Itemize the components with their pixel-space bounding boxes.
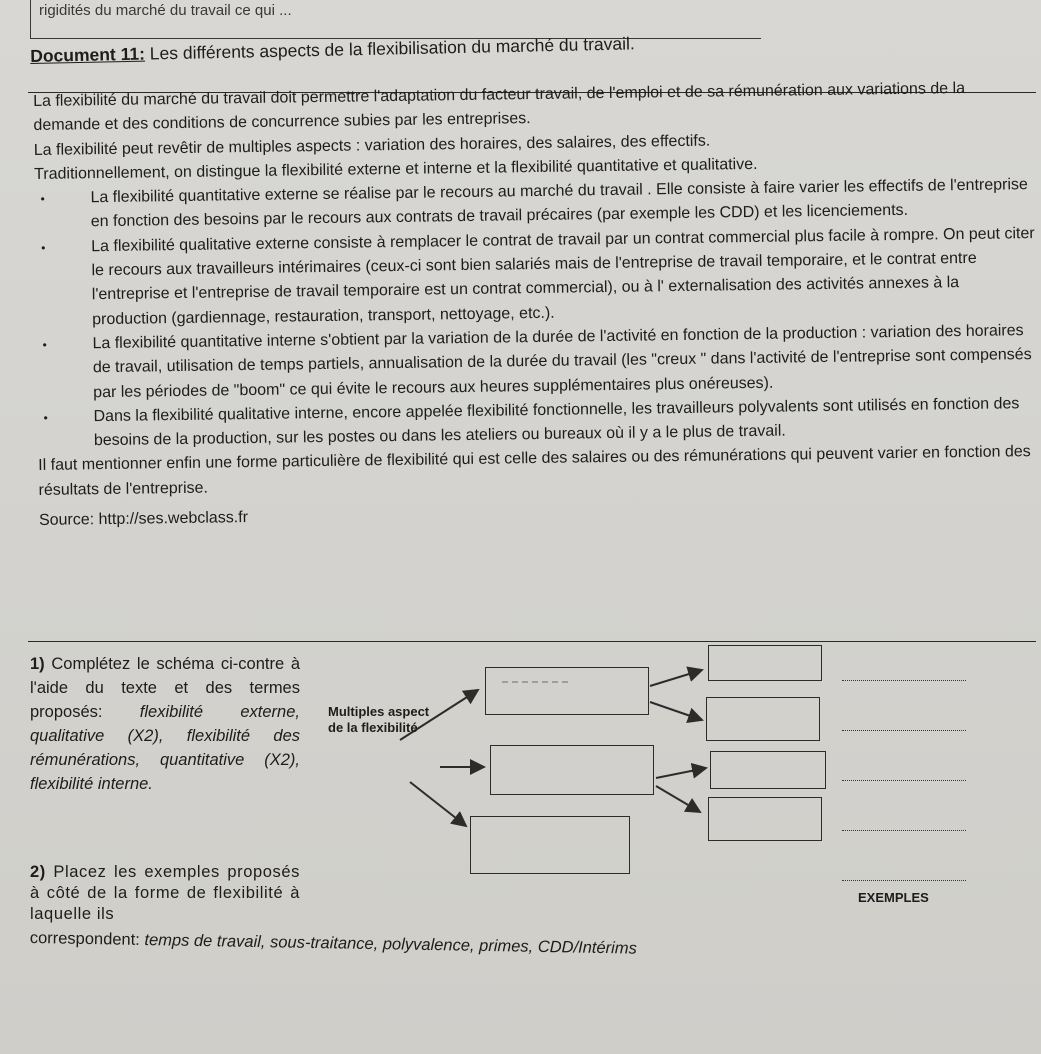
- arrow-top-to-sub-1: [650, 670, 702, 686]
- question-2-examples: temps de travail, sous-traitance, polyvalence, primes, CDD/Intérims: [144, 931, 637, 958]
- paragraph-aspects: La flexibilité peut revêtir de multiples aspects : variation des horaires, des salaires, des effectifs.: [33, 132, 711, 159]
- bullet-item: • La flexibilité quantitative interne s'obtient par la variation de la durée de l'activité en fonction de la production : variation des horaires de travail, utilisation de temps partiels, annualisation de la durée du travail (les "creux " dans l'activité de l'entreprise sont compensés par les périodes de "boom" ce qui évite le recours aux heures supplémentaires plus onéreuses).: [42, 322, 1032, 401]
- bullet-icon: •: [41, 240, 46, 255]
- answer-box-bottom[interactable]: [470, 816, 630, 874]
- question-1-number: 1): [30, 655, 45, 673]
- arrow-to-bottom-box: [410, 782, 466, 826]
- bullet-icon: •: [40, 192, 45, 207]
- question-2-tail: correspondent:: [29, 928, 141, 949]
- previous-document-text: rigidités du marché du travail ce qui ...: [39, 2, 292, 19]
- answer-subbox-1[interactable]: [708, 645, 822, 681]
- arrow-middle-to-sub-3: [656, 768, 706, 778]
- document-number: Document 11:: [30, 43, 146, 66]
- paragraph-distinction: Traditionnellement, on distingue la flexibilité externe et interne et la flexibilité quantitative et qualitative.: [34, 155, 758, 183]
- examples-label: EXEMPLES: [858, 890, 929, 905]
- question-2-number: 2): [30, 863, 46, 881]
- arrow-middle-to-sub-4: [656, 786, 700, 812]
- source-line: Source: http://ses.webclass.fr: [38, 509, 249, 530]
- diagram-center-label: Multiples aspect de la flexibilité: [328, 704, 430, 735]
- answer-subbox-3[interactable]: [710, 751, 826, 789]
- example-line-2[interactable]: [842, 730, 966, 731]
- bullet-item: • La flexibilité quantitative externe se réalise par le recours au marché du travail . Elle consiste à faire varier les effectifs de l'entreprise en fonction des besoins par le recours aux contrats de travail précaires (par exemple les CDD) et les licenciements.: [40, 176, 1028, 231]
- question-1-terms: flexibilité externe, qualitative (X2), flexibilité des rémunérations, quantitative (X2), flexibilité interne.: [30, 703, 300, 793]
- bullet-icon: •: [42, 337, 47, 352]
- answer-subbox-4[interactable]: [708, 797, 822, 841]
- bullet-item: • Dans la flexibilité qualitative interne, encore appelée flexibilité fonctionnelle, les travailleurs polyvalents sont utilisés en fonction des besoins de la production, sur les postes ou dans les ateliers ou bureaux où il y a le plus de travail.: [43, 395, 1020, 450]
- question-2-text: Placez les exemples proposés à côté de la forme de flexibilité à laquelle ils: [30, 863, 301, 923]
- example-line-5[interactable]: [842, 880, 966, 881]
- answer-box-top[interactable]: [485, 667, 649, 715]
- example-line-3[interactable]: [842, 780, 966, 781]
- example-line-1[interactable]: [842, 680, 966, 681]
- bullet-item: • La flexibilité qualitative externe consiste à remplacer le contrat de travail par un contrat commercial plus facile à rompre. On peut citer le recours aux travailleurs intérimaires (ceux-ci sont bien salariés mais de l'entreprise de travail temporaire, et le contrat entre l'entreprise et l'entreprise de travail temporaire est un contrat commercial), ou à l' externalisation des activités annexes à la production (gardiennage, restauration, transport, nettoyage, etc.).: [41, 224, 1035, 328]
- paragraph-remunerations: Il faut mentionner enfin une forme particulière de flexibilité qui est celle des salaires ou des rémunérations qui peuvent varier en fonction des résultats de l'entreprise.: [38, 443, 1031, 499]
- paragraph-definition: La flexibilité du marché du travail doit permettre l'adaptation du facteur travail, de l'emploi et de sa rémunération aux variations de la demande et des conditions de concurrence subies par les entreprises.: [33, 79, 966, 135]
- example-line-4[interactable]: [842, 830, 966, 831]
- bullet-icon: •: [43, 410, 48, 425]
- arrow-top-to-sub-2: [650, 702, 702, 720]
- answer-box-middle[interactable]: [490, 745, 654, 795]
- document-title-text: Les différents aspects de la flexibilisation du marché du travail.: [149, 33, 635, 64]
- answer-subbox-2[interactable]: [706, 697, 820, 741]
- question-1-text: Complétez le schéma ci-contre à l'aide du texte et des termes proposés:: [30, 655, 300, 721]
